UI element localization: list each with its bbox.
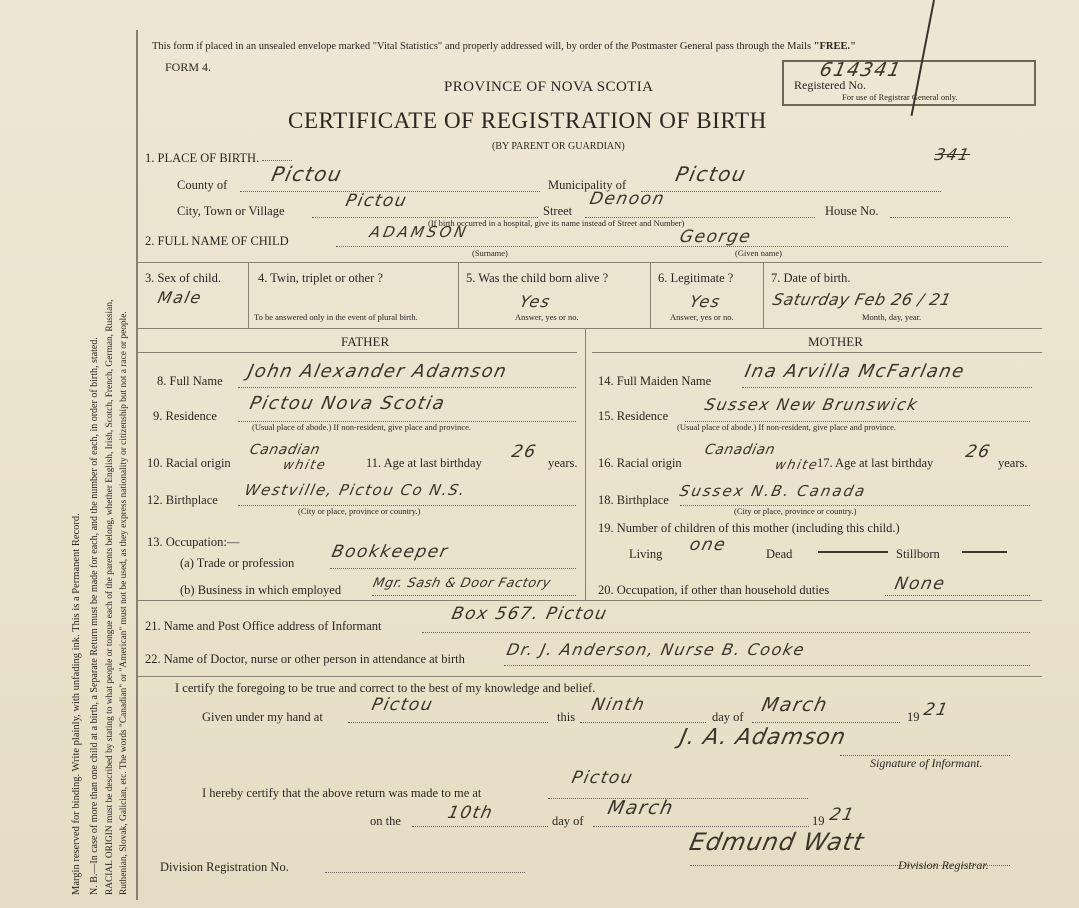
twin-label: 4. Twin, triplet or other ?	[258, 271, 383, 285]
trade-value: Bookkeeper	[329, 542, 451, 562]
registrar-year-value: 21	[827, 805, 857, 825]
stillborn-label: Stillborn	[896, 547, 940, 561]
county-value: Pictou	[269, 162, 345, 186]
legitimate-label: 6. Legitimate ?	[658, 271, 734, 285]
birth-date-note: Month, day, year.	[862, 312, 922, 322]
father-age-value: 26	[509, 442, 539, 462]
given-place-value: Pictou	[369, 695, 436, 715]
mother-age-value: 26	[963, 442, 993, 462]
doctor-label: 22. Name of Doctor, nurse or other person in attendance at birth	[145, 652, 465, 666]
this-label: this	[557, 710, 576, 724]
mother-racial-value2: white	[773, 458, 820, 473]
father-racial-label: 10. Racial origin	[147, 456, 231, 470]
registrar-use-note: For use of Registrar General only.	[842, 92, 958, 102]
child-name-label: 2. FULL NAME OF CHILD	[145, 234, 289, 248]
mother-racial-label: 16. Racial origin	[598, 456, 682, 470]
certificate-subtitle: (BY PARENT OR GUARDIAN)	[492, 141, 625, 152]
province-heading: PROVINCE OF NOVA SCOTIA	[444, 79, 654, 95]
birth-date-value: Saturday Feb 26 / 21	[771, 290, 954, 309]
mother-children-label: 19. Number of children of this mother (including this child.)	[598, 521, 900, 535]
registrar-month-value: March	[605, 797, 677, 819]
alive-note: Answer, yes or no.	[515, 312, 579, 322]
registered-box	[782, 60, 1036, 106]
mother-name-value: Ina Arvilla McFarlane	[742, 361, 968, 382]
division-registrar-label: Division Registrar.	[898, 858, 989, 872]
given-under-hand-label: Given under my hand at	[202, 710, 323, 724]
margin-note-binding: Margin reserved for binding. Write plainly, with unfading ink. This is a Permanent Record.	[71, 513, 82, 895]
margin-note-racial-origin-cont: Ruthenian, Slovak, Galician, etc. The words "Canadian" or "American" must not be used, as they express nationality or citizenship but not a race or people.	[119, 311, 129, 895]
father-occupation-label: 13. Occupation:—	[147, 535, 240, 549]
surname-note: (Surname)	[472, 248, 508, 258]
free-label: "FREE."	[813, 41, 856, 52]
living-value: one	[687, 535, 729, 555]
stillborn-dash	[962, 551, 1007, 553]
mother-name-label: 14. Full Maiden Name	[598, 374, 712, 388]
registrar-year-prefix: 19	[812, 814, 825, 828]
child-given-value: George	[677, 227, 754, 247]
registrar-day-value: 10th	[445, 803, 496, 823]
trade-label: (a) Trade or profession	[180, 556, 295, 570]
registrar-place-value: Pictou	[569, 768, 636, 788]
corner-mark: 341	[933, 145, 973, 164]
given-name-note: (Given name)	[735, 248, 782, 258]
mother-age-label: 17. Age at last birthday	[817, 456, 934, 470]
dead-dash	[818, 551, 888, 553]
mother-residence-label: 15. Residence	[598, 409, 669, 423]
mother-age-unit: years.	[998, 456, 1028, 470]
registered-label: Registered No.	[794, 78, 866, 92]
business-value: Mgr. Sash & Door Factory	[371, 576, 553, 591]
division-registration-label: Division Registration No.	[160, 860, 289, 874]
margin-note-separate-return: N. B.—In case of more than one child at a birth, a Separate Return must be made for each, and the number of each, in order of birth, stated.	[89, 337, 100, 895]
legitimate-note: Answer, yes or no.	[670, 312, 734, 322]
twin-note: To be answered only in the event of plural birth.	[254, 312, 418, 322]
house-number-label: House No.	[825, 204, 879, 218]
city-value: Pictou	[343, 191, 410, 211]
postal-notice: This form if placed in an unsealed envelope marked "Vital Statistics" and properly addressed will, by order of the Postmaster General pass through the Mails "FREE."	[152, 41, 856, 52]
mother-birthplace-note: (City or place, province or country.)	[734, 506, 857, 516]
county-label: County of	[177, 178, 228, 192]
on-the-label: on the	[370, 814, 401, 828]
mother-residence-value: Sussex New Brunswick	[703, 395, 921, 414]
alive-label: 5. Was the child born alive ?	[466, 271, 609, 285]
hospital-note: (If birth occurred in a hospital, give its name instead of Street and Number)	[428, 218, 685, 228]
given-day-of-label: day of	[712, 710, 744, 724]
father-racial-value2: white	[281, 458, 328, 473]
father-residence-note: (Usual place of abode.) If non-resident, give place and province.	[252, 422, 472, 432]
registered-number: 614341	[817, 59, 904, 81]
sex-value: Male	[156, 288, 205, 307]
certificate-title: CERTIFICATE OF REGISTRATION OF BIRTH	[288, 108, 767, 133]
given-day-value: Ninth	[589, 695, 648, 715]
father-racial-value: Canadian	[248, 442, 322, 458]
street-label: Street	[543, 204, 573, 218]
father-residence-value: Pictou Nova Scotia	[247, 393, 448, 414]
child-surname-value: ADAMSON	[368, 223, 471, 241]
registrar-day-of-label: day of	[552, 814, 584, 828]
mother-residence-note: (Usual place of abode.) If non-resident, give place and province.	[677, 422, 897, 432]
sex-label: 3. Sex of child.	[145, 271, 222, 285]
father-name-value: John Alexander Adamson	[245, 361, 510, 382]
form-number: FORM 4.	[165, 60, 212, 74]
alive-value: Yes	[518, 292, 553, 311]
mother-occupation-value: None	[892, 574, 948, 594]
mother-birthplace-value: Sussex N.B. Canada	[678, 482, 869, 500]
left-border	[136, 30, 138, 900]
municipality-label: Municipality of	[548, 178, 627, 192]
father-heading: FATHER	[341, 334, 390, 349]
city-label: City, Town or Village	[177, 204, 285, 218]
registrar-signature: Edmund Watt	[687, 828, 867, 856]
informant-address-value: Box 567. Pictou	[449, 604, 610, 624]
legitimate-value: Yes	[688, 292, 723, 311]
doctor-value: Dr. J. Anderson, Nurse B. Cooke	[505, 640, 808, 659]
municipality-value: Pictou	[673, 162, 749, 186]
mother-occupation-label: 20. Occupation, if other than household duties	[598, 583, 830, 597]
father-residence-label: 9. Residence	[153, 409, 217, 423]
birth-date-label: 7. Date of birth.	[771, 271, 851, 285]
living-label: Living	[629, 547, 663, 561]
father-birthplace-value: Westville, Pictou Co N.S.	[243, 481, 468, 499]
street-value: Denoon	[587, 189, 668, 209]
father-age-label: 11. Age at last birthday	[366, 456, 482, 470]
father-age-unit: years.	[548, 456, 578, 470]
mother-birthplace-label: 18. Birthplace	[598, 493, 669, 507]
father-name-label: 8. Full Name	[157, 374, 223, 388]
informant-statement: I certify the foregoing to be true and correct to the best of my knowledge and belief.	[175, 681, 596, 695]
margin-note-racial-origin: RACIAL ORIGIN must be described by stating to what people or tongue each of the parents belong, whether English, Irish, Scotch, French, German, Russian,	[105, 299, 115, 895]
informant-signature: J. A. Adamson	[677, 725, 849, 750]
father-birthplace-note: (City or place, province or country.)	[298, 506, 421, 516]
signature-of-informant-label: Signature of Informant.	[870, 756, 983, 770]
business-label: (b) Business in which employed	[180, 583, 342, 597]
registrar-statement: I hereby certify that the above return was made to me at	[202, 786, 482, 800]
father-birthplace-label: 12. Birthplace	[147, 493, 218, 507]
mother-racial-value: Canadian	[703, 442, 777, 458]
informant-address-label: 21. Name and Post Office address of Informant	[145, 619, 382, 633]
given-year-prefix: 19	[907, 710, 920, 724]
mother-heading: MOTHER	[808, 334, 863, 349]
place-of-birth-label: 1. PLACE OF BIRTH.	[145, 151, 260, 165]
given-year-value: 21	[921, 700, 951, 720]
given-month-value: March	[759, 694, 831, 716]
dead-label: Dead	[766, 547, 793, 561]
